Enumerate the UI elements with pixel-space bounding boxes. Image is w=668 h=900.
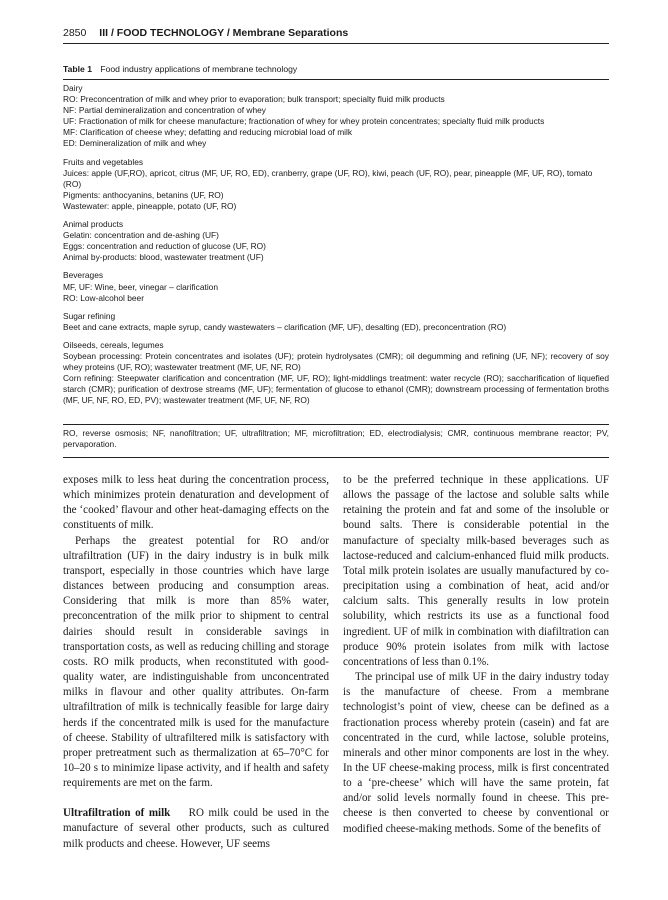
table-section-fruits	[63, 157, 609, 212]
body-column-left	[63, 473, 329, 852]
table-row: Gelatin: concentration and de-ashing (UF)	[63, 230, 219, 241]
table-row: MF, UF: Wine, beer, vinegar – clarification	[63, 281, 218, 292]
running-header	[63, 27, 609, 39]
body-text: RO milk could be used in the manufacture of several other products, such as cultured milk products and cheese. However, UF seems	[63, 807, 330, 850]
table-row: Soybean processing: Protein concentrates and isolates (UF); protein hydrolysates (CMR); oil degumming and refining (UF, NF); recovery of soy whey proteins (UF, RO); wastewater treatment (MF, UF, NF, RO)	[63, 350, 609, 373]
table-label: Table 1	[63, 64, 92, 74]
table-row: ED: Demineralization of milk and whey	[63, 138, 207, 149]
table-section-beverages	[63, 270, 609, 303]
section-title: Oilseeds, cereals, legumes	[63, 339, 164, 350]
table-row: Beet and cane extracts, maple syrup, candy wastewaters – clarification (MF, UF), desalting (ED), preconcentration (RO)	[63, 321, 507, 332]
table-row: Pigments: anthocyanins, betanins (UF, RO)	[63, 189, 224, 200]
body-column-right	[343, 473, 609, 837]
body-paragraph: exposes milk to less heat during the concentration process, which minimizes protein denaturation and development of the ‘cooked’ flavour and other heat-damaging effects on the constituents of milk.	[63, 474, 329, 532]
table-section-sugar	[63, 311, 609, 333]
table-caption	[63, 64, 609, 74]
body-paragraph: Perhaps the greatest potential for RO and/or ultrafiltration (UF) in the dairy industry is in bulk milk transport, especially in those countries which have large distances between producing and consumption areas. Considering that milk is more than 85% water, preconcentration of the milk prior to shipment to central dairies should result in considerable savings in transportation costs, as well as reducing chilling and storage costs. RO milk products, when reconstituted with good-quality water, are indistinguishable from unconcentrated milks in flavour and other quality attributes. On-farm ultrafiltration of milk is technically feasible for large dairy herds if the concentrated milk is used for the manufacture of cheese. Stability of ultrafiltered milk is satisfactory with proper pretreatment such as thermalization at 65–70°C for 10–20 s to minimize lipase activity, and if health and safety requirements are met on the farm.	[63, 534, 329, 790]
section-title: Sugar refining	[63, 310, 116, 321]
section-title: Fruits and vegetables	[63, 156, 144, 167]
table-bottom-rule	[63, 457, 609, 458]
body-paragraph: to be the preferred technique in these applications. UF allows the passage of the lactose and soluble salts while retaining the protein and fat and some of the insoluble or bound salts. There is considerable potential in the manufacture of specialty milk-based beverages such as lactose-reduced and calcium-enhanced fluid milk products. Total milk protein isolates are usually manufactured by co-precipitation using a combination of heat, acid and/or calcium salts. This generally results in low protein solubility, which restricts its use as a functional food ingredient. UF of milk in combination with diafiltration can produce 90% protein isolates from milk with lactose concentrations of less than 0.1%.	[343, 474, 609, 668]
body-paragraph-with-subhead	[63, 806, 329, 851]
table-section-oilseeds	[63, 340, 609, 407]
paragraph-gap	[63, 791, 329, 806]
table-row: Corn refining: Steepwater clarification and concentration (MF, UF, RO); light-middlings treatment: water recycle (RO); saccharification of liquefied starch (CMR); purification of dextrose streams (MF, UF); fermentation of glucose to ethanol (CMR); downstream processing of fermentation broths (MF, UF, NF, RO, ED, PV); wastewater treatment (MF, UF, NF, RO)	[63, 373, 609, 406]
section-subheading: Ultrafiltration of milk	[63, 807, 171, 820]
table-row: Juices: apple (UF,RO), apricot, citrus (MF, UF, RO, ED), cranberry, grape (UF, RO), kiwi, peach (UF, RO), pear, pineapple (MF, UF, RO), tomato (RO)	[63, 167, 593, 189]
page-number: 2850	[63, 27, 87, 39]
table-row: Animal by-products: blood, wastewater treatment (UF)	[63, 252, 264, 263]
table-row: Eggs: concentration and reduction of glucose (UF, RO)	[63, 241, 266, 252]
table-footnote: RO, reverse osmosis; NF, nanofiltration; UF, ultrafiltration; MF, microfiltration; ED, electrodialysis; CMR, continuous membrane reactor; PV, pervaporation.	[63, 428, 609, 450]
body-paragraph: The principal use of milk UF in the dairy industry today is the manufacture of cheese. From a membrane technologist’s point of view, cheese can be defined as a fractionation process whereby protein (casein) and fat are concentrated in the curd, while lactose, soluble proteins, minerals and other minor components are lost in the whey. In the UF cheese-making process, milk is first concentrated to a ‘pre-cheese’ which will have the same protein, fat and/or solid levels normally found in cheese. This pre-cheese is then converted to cheese by conventional or modified cheese-making methods. Some of the benefits of	[343, 671, 609, 835]
section-title: Animal products	[63, 219, 124, 230]
running-title: III / FOOD TECHNOLOGY / Membrane Separations	[99, 27, 349, 39]
table-footnote-rule	[63, 424, 609, 425]
table-row: RO: Low-alcohol beer	[63, 292, 144, 303]
table-row: NF: Partial demineralization and concentration of whey	[63, 105, 266, 116]
table-caption-text: Food industry applications of membrane technology	[100, 64, 298, 74]
table-row: MF: Clarification of cheese whey; defatting and reducing microbial load of milk	[63, 127, 353, 138]
table-row: UF: Fractionation of milk for cheese manufacture; fractionation of whey for whey protein concentrates; specialty fluid milk products	[63, 116, 545, 127]
table-row: Wastewater: apple, pineapple, potato (UF, RO)	[63, 200, 237, 211]
table-row: RO: Preconcentration of milk and whey prior to evaporation; bulk transport; specialty fluid milk products	[63, 94, 445, 105]
table-section-animal	[63, 219, 609, 263]
section-title: Dairy	[63, 83, 83, 93]
header-rule	[63, 43, 609, 44]
section-title: Beverages	[63, 270, 104, 281]
table-body	[63, 83, 609, 413]
table-top-rule	[63, 79, 609, 80]
table-section-dairy	[63, 83, 609, 150]
